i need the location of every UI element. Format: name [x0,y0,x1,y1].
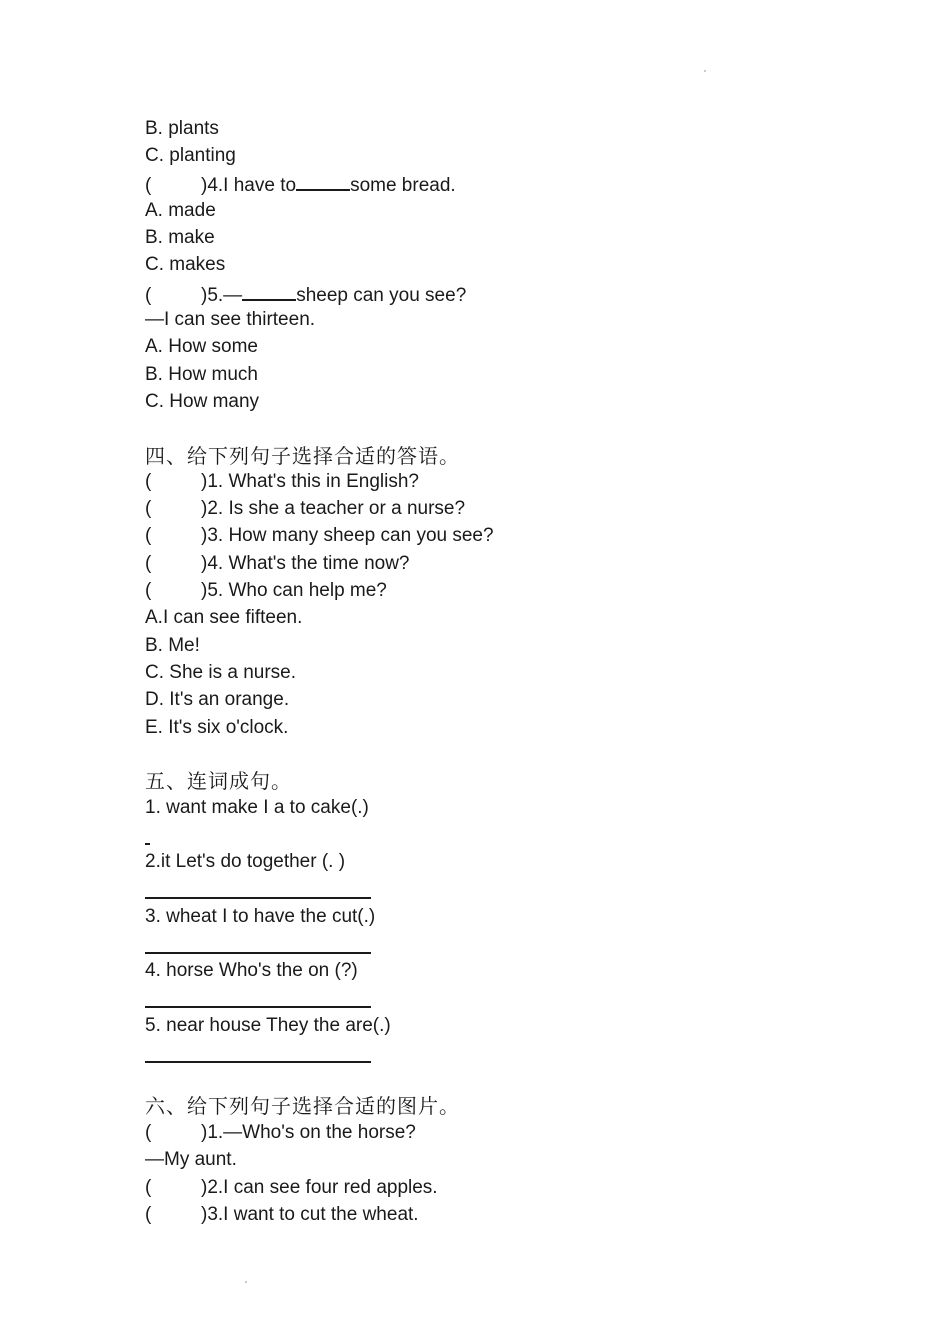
question-text: )2. Is she a teacher or a nurse? [201,498,466,519]
question-4-suffix: some bread. [350,175,456,196]
scan-speck [704,70,706,72]
fill-blank [296,171,350,191]
answer-line [145,1061,371,1063]
answer-paren: ( [145,471,152,492]
answer-paren: ( [145,285,152,306]
section-4-answer: A.I can see fifteen. [145,607,303,628]
section-6-question [145,1121,416,1145]
reorder-item: 3. wheat I to have the cut(.) [145,906,376,927]
section-4-question [145,579,387,603]
section-6-reply: —My aunt. [145,1149,237,1170]
question-text: )1. What's this in English? [201,471,419,492]
reorder-item: 2.it Let's do together (. ) [145,851,346,872]
option-b-q3: B. plants [145,118,219,139]
answer-paren: ( [145,1177,152,1198]
option-b-q4: B. make [145,227,215,248]
option-a-q5: A. How some [145,336,258,357]
section-6-question [145,1176,438,1200]
answer-paren: ( [145,553,152,574]
option-b-q5: B. How much [145,364,258,385]
section-4-heading: 四、给下列句子选择合适的答语。 [145,444,460,468]
section-4-answer: E. It's six o'clock. [145,717,289,738]
option-a-q4: A. made [145,200,216,221]
answer-paren: ( [145,580,152,601]
reorder-item: 5. near house They the are(.) [145,1015,391,1036]
question-text: )4. What's the time now? [201,553,410,574]
reorder-item: 4. horse Who's the on (?) [145,960,358,981]
section-4-answer: D. It's an orange. [145,689,290,710]
question-text: )5. Who can help me? [201,580,387,601]
answer-paren: ( [145,498,152,519]
question-5-prefix: )5.— [201,285,243,306]
scan-speck [245,1281,247,1283]
answer-paren: ( [145,1122,152,1143]
section-4-answer: B. Me! [145,635,200,656]
answer-line [145,843,150,845]
option-c-q3: C. planting [145,145,236,166]
section-6-heading: 六、给下列句子选择合适的图片。 [145,1094,460,1118]
answer-line [145,952,371,954]
question-4-prefix: )4.I have to [201,175,297,196]
answer-paren: ( [145,525,152,546]
question-5 [145,281,466,308]
section-5-heading: 五、连词成句。 [145,769,292,793]
answer-line [145,1006,371,1008]
question-5-reply: —I can see thirteen. [145,309,316,330]
option-c-q4: C. makes [145,254,226,275]
answer-paren: ( [145,175,152,196]
question-4 [145,171,456,198]
answer-line [145,897,371,899]
section-4-answer: C. She is a nurse. [145,662,297,683]
section-4-question [145,497,465,521]
section-4-question [145,470,419,494]
section-6-question [145,1203,419,1227]
question-text: )3.I want to cut the wheat. [201,1204,419,1225]
question-text: )2.I can see four red apples. [201,1177,438,1198]
section-4-question [145,524,494,548]
question-5-suffix: sheep can you see? [296,285,467,306]
fill-blank [242,281,296,301]
section-4-question [145,552,410,576]
question-text: )1.—Who's on the horse? [201,1122,416,1143]
option-c-q5: C. How many [145,391,260,412]
answer-paren: ( [145,1204,152,1225]
reorder-item: 1. want make I a to cake(.) [145,797,369,818]
question-text: )3. How many sheep can you see? [201,525,494,546]
